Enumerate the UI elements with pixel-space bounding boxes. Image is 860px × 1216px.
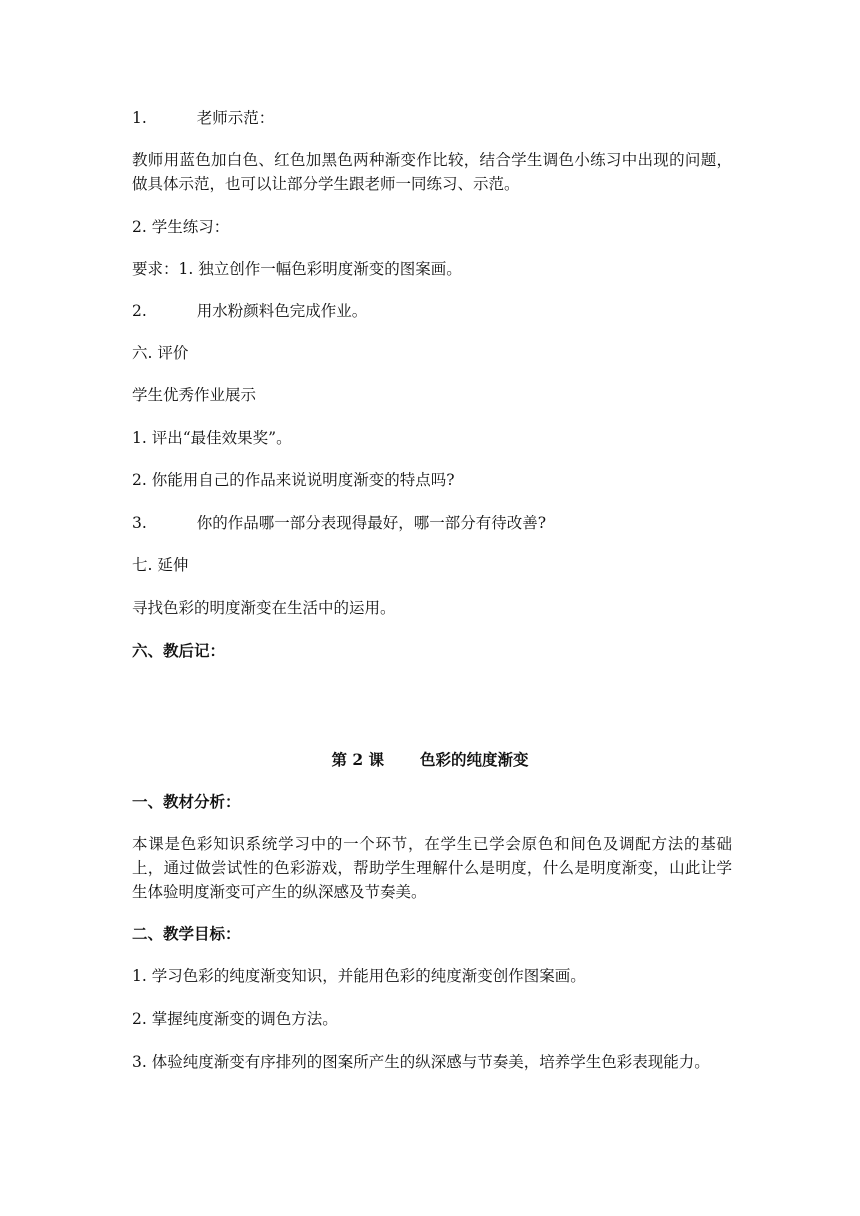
extension-text: 寻找色彩的明度渐变在生活中的运用。 (132, 599, 396, 617)
section-evaluation-heading: 六. 评价 (132, 344, 189, 362)
evaluation-item-2: 2. 你能用自己的作品来说说明度渐变的特点吗? (132, 471, 455, 489)
evaluation-item-1: 1. 评出“最佳效果奖”。 (132, 429, 292, 447)
textbook-analysis-paragraph: 本课是色彩知识系统学习中的一个环节，在学生已学会原色和间色及调配方法的基础上，通过做尝试性的色彩游戏，帮助学生理解什么是明度，什么是明度渐变，山此让学生体验明度渐变可产生的纵深感及节奏美。 (132, 835, 732, 901)
showcase-text: 学生优秀作业展示 (132, 386, 257, 404)
list-number: 3. (132, 514, 147, 532)
evaluation-item-3 (132, 511, 732, 535)
step-student-practice: 2. 学生练习： (132, 218, 230, 236)
list-number: 1. (132, 109, 147, 127)
requirement-2 (132, 299, 732, 323)
teaching-goals-heading: 二、教学目标： (132, 924, 241, 943)
list-number: 2. (132, 302, 147, 320)
post-teaching-notes-heading: 六、教后记： (132, 641, 226, 660)
lesson-title (0, 748, 860, 772)
lesson-number: 第 2 课 (331, 750, 385, 769)
lesson-name: 色彩的纯度渐变 (420, 750, 529, 769)
teacher-demo-paragraph: 教师用蓝色加白色、红色加黑色两种渐变作比较，结合学生调色小练习中出现的问题，做具体示范，也可以让部分学生跟老师一同练习、示范。 (132, 151, 732, 193)
section-extension-heading: 七. 延伸 (132, 556, 189, 574)
goal-item-3: 3. 体验纯度渐变有序排列的图案所产生的纵深感与节奏美，培养学生色彩表现能力。 (132, 1053, 710, 1071)
list-text: 老师示范： (196, 109, 275, 127)
list-text: 你的作品哪一部分表现得最好，哪一部分有待改善? (196, 514, 547, 532)
goal-item-1: 1. 学习色彩的纯度渐变知识，并能用色彩的纯度渐变创作图案画。 (132, 967, 586, 985)
list-text: 用水粉颜料色完成作业。 (196, 302, 368, 320)
step-teacher-demo (132, 106, 732, 130)
goal-item-2: 2. 掌握纯度渐变的调色方法。 (132, 1010, 338, 1028)
requirement-1: 要求：1. 独立创作一幅色彩明度渐变的图案画。 (132, 260, 462, 278)
textbook-analysis-heading: 一、教材分析： (132, 792, 241, 811)
